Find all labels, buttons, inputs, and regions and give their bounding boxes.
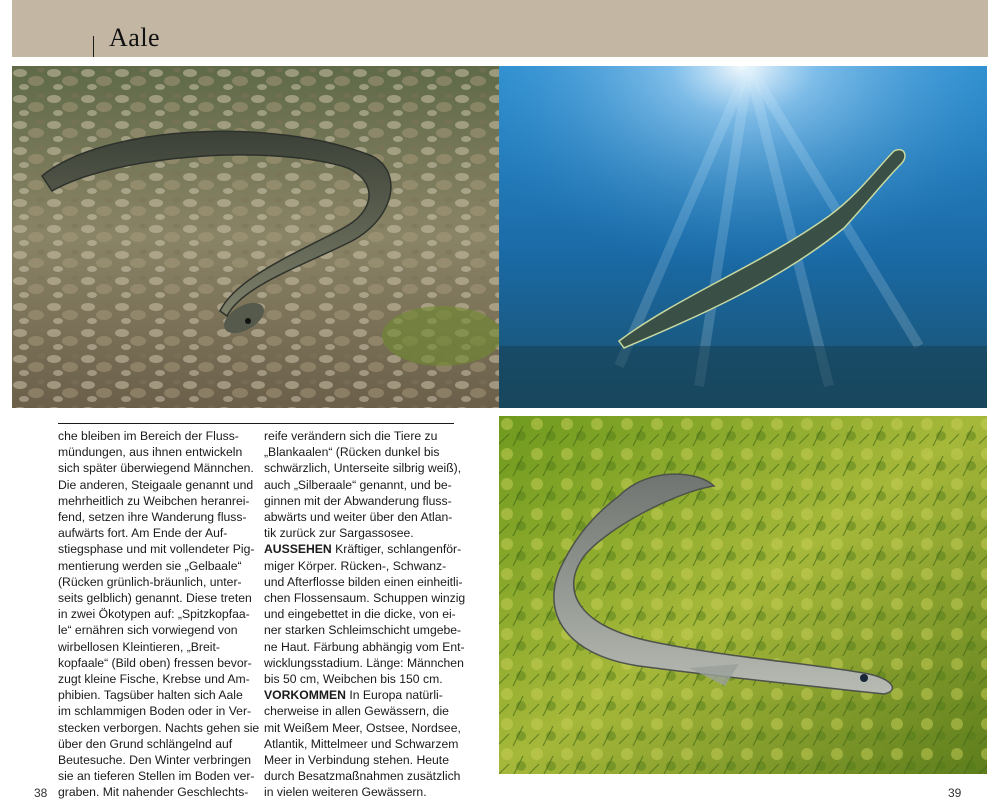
text-line (264, 687, 464, 703)
text-line: ner starken Schleimschicht umgebe- (264, 623, 462, 638)
text-line: abwärts und weiter über den Atlan- (264, 510, 453, 525)
text-line: mentierung werden sie „Gelbaale“ (58, 558, 242, 573)
text-line: tik zurück zur Sargassosee. (264, 526, 414, 541)
column-top-rule (58, 423, 454, 424)
section-label-vorkommen: VORKOMMEN (264, 688, 346, 703)
text-line: und eingebettet in die dicke, von ei- (264, 607, 456, 622)
text-line: wirbellosen Kleintieren, „Breit- (58, 639, 220, 654)
text-line-fragment: In Europa natürli- (349, 688, 443, 703)
page-number-right: 39 (948, 786, 962, 800)
text-line: wicklungsstadium. Länge: Männchen (264, 655, 464, 670)
text-line: Meer in Verbindung stehen. Heute (264, 753, 449, 768)
header-tick-mark (93, 36, 94, 57)
text-line: bis 50 cm, Weibchen bis 150 cm. (264, 672, 443, 687)
text-line: miger Körper. Rücken-, Schwanz- (264, 558, 447, 573)
text-line: reife verändern sich die Tiere zu (264, 429, 438, 443)
text-line: seits gelblich) genannt. Diese treten (58, 591, 252, 606)
text-line: stecken verborgen. Nachts gehen sie (58, 720, 260, 735)
eel-on-green-plants-photo (499, 416, 987, 774)
text-line: zugt kleine Fische, Krebse und Am- (58, 672, 250, 687)
text-line: durch Besatzmaßnahmen zusätzlich (264, 769, 461, 784)
text-line: stiegsphase und mit vollendeter Pig- (58, 542, 255, 557)
text-line: auch „Silberaale“ genannt, und be- (264, 477, 452, 492)
text-line: in vielen weiteren Gewässern. (264, 785, 427, 800)
text-column-left (58, 428, 260, 801)
text-line-fragment: Kräftiger, schlangenför- (335, 542, 462, 557)
text-line: mit Weißem Meer, Ostsee, Nordsee, (264, 720, 461, 735)
text-line: „Blankaalen“ (Rücken dunkel bis (264, 445, 440, 460)
text-line: kopfaale“ (Bild oben) fressen bevor- (58, 655, 252, 670)
text-line: aufwärts fort. Am Ende der Auf- (58, 526, 228, 541)
text-column-right (264, 428, 464, 801)
eel-on-gravel-photo (12, 66, 499, 408)
text-line: im schlammigen Boden oder in Ver- (58, 704, 252, 719)
eel-in-open-water-photo (499, 66, 987, 408)
text-line: fend, setzen ihre Wanderung fluss- (58, 510, 247, 525)
section-label-aussehen: AUSSEHEN (264, 542, 332, 557)
text-line: über den Grund schlängelnd auf (58, 736, 233, 751)
text-line (264, 541, 464, 557)
text-line: in zwei Ökotypen auf: „Spitzkopfaa- (58, 607, 250, 622)
text-line: che bleiben im Bereich der Fluss- (58, 429, 239, 443)
text-line: sie an tieferen Stellen im Boden ver- (58, 769, 255, 784)
text-line: mündungen, aus ihnen entwickeln (58, 445, 243, 460)
text-line: Die anderen, Steigaale genannt und (58, 477, 254, 492)
text-line: phibien. Tagsüber halten sich Aale (58, 688, 243, 703)
text-line: mehrheitlich zu Weibchen heranrei- (58, 493, 250, 508)
text-line: und Afterflosse bilden einen einheitli- (264, 574, 463, 589)
text-line: sich später überwiegend Männchen. (58, 461, 254, 476)
text-line: schwärzlich, Unterseite silbrig weiß), (264, 461, 462, 476)
text-line: le“ ernähren sich vorwiegend von (58, 623, 238, 638)
text-line: chen Flossensaum. Schuppen winzig (264, 591, 466, 606)
page-title: Aale (109, 23, 161, 52)
text-line: ginnen mit der Abwanderung fluss- (264, 493, 452, 508)
text-line: Beutesuche. Den Winter verbringen (58, 753, 252, 768)
text-line: (Rücken grünlich-bräunlich, unter- (58, 574, 242, 589)
text-line: cherweise in allen Gewässern, die (264, 704, 449, 719)
page-number-left: 38 (34, 786, 48, 800)
text-line: ne Haut. Färbung abhängig vom Ent- (264, 639, 465, 654)
text-line: graben. Mit nahender Geschlechts- (58, 785, 249, 800)
text-line: Atlantik, Mittelmeer und Schwarzem (264, 736, 459, 751)
